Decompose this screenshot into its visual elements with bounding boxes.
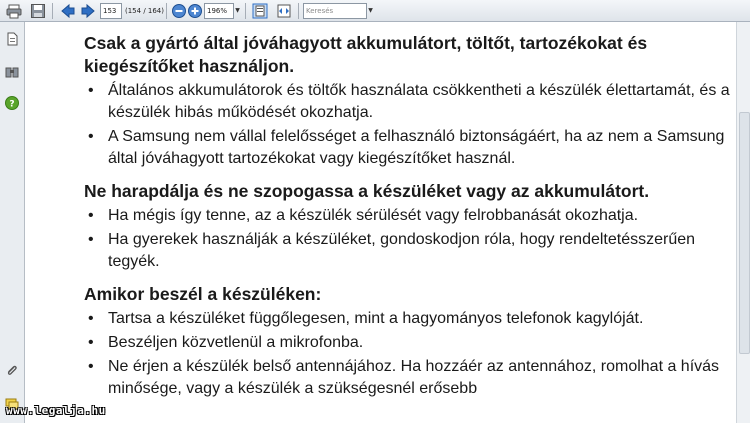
sidebar (0, 22, 25, 423)
help-icon[interactable] (5, 96, 19, 110)
print-icon[interactable] (6, 3, 22, 19)
watermark: www.legalja.hu (6, 404, 106, 417)
zoom-field[interactable]: 196% (204, 3, 234, 19)
search-input[interactable]: Keresés (303, 3, 367, 19)
fit-width-icon[interactable] (276, 3, 292, 19)
fit-page-icon[interactable] (252, 3, 268, 19)
zoom-dropdown-icon[interactable]: ▼ (235, 7, 240, 14)
search-dropdown-icon[interactable]: ▼ (368, 7, 373, 14)
vertical-scrollbar[interactable] (736, 22, 750, 423)
scrollbar-thumb[interactable] (739, 112, 750, 354)
document-page (84, 32, 734, 400)
previous-page-icon[interactable] (60, 3, 76, 19)
save-icon[interactable] (30, 3, 46, 19)
list-item: • Ne érjen a készülék belső antennájához. Ha hozzáér az antennához, romolhat a hívás minősége, vagy a készülék a szükségesnél erősebb (84, 356, 734, 400)
list-item: • Beszéljen közvetlenül a mikrofonba. (84, 332, 734, 354)
next-page-icon[interactable] (80, 3, 96, 19)
page-number-input[interactable]: 153 (100, 3, 122, 19)
page-count: (154 / 164) (125, 7, 164, 15)
list-item: • Ha gyerekek használják a készüléket, gondoskodjon róla, hogy rendeltetésszerűen tegyék. (84, 229, 734, 273)
section-heading: Amikor beszél a készüléken: (84, 284, 322, 304)
section-heading: Csak a gyártó által jóváhagyott akkumulátort, töltőt, tartozékokat és kiegészítőket használjon. (84, 33, 648, 76)
list-item: • Tartsa a készüléket függőlegesen, mint a hagyományos telefonok kagylóját. (84, 308, 734, 330)
document-view[interactable] (26, 22, 736, 423)
list-item: • Általános akkumulátorok és töltők használata csökkentheti a készülék élettartamát, és a készülék hibás működését okozhatja. (84, 80, 734, 124)
pdf-toolbar (0, 0, 750, 22)
zoom-out-icon[interactable] (171, 3, 187, 19)
list-item: • Ha mégis így tenne, az a készülék sérülését vagy felrobbanását okozhatja. (84, 205, 734, 227)
svg-text:?: ? (9, 99, 15, 110)
zoom-in-icon[interactable] (187, 3, 203, 19)
section-heading: Ne harapdálja és ne szopogassa a készüléket vagy az akkumulátort. (84, 181, 650, 201)
bookmarks-icon[interactable] (5, 65, 19, 79)
attachment-icon[interactable] (5, 364, 19, 378)
pages-icon[interactable] (5, 32, 19, 46)
list-item: • A Samsung nem vállal felelősséget a felhasználó biztonságáért, ha az nem a Samsung által jóváhagyott tartozékokat vagy kiegészítőket használ. (84, 126, 734, 170)
